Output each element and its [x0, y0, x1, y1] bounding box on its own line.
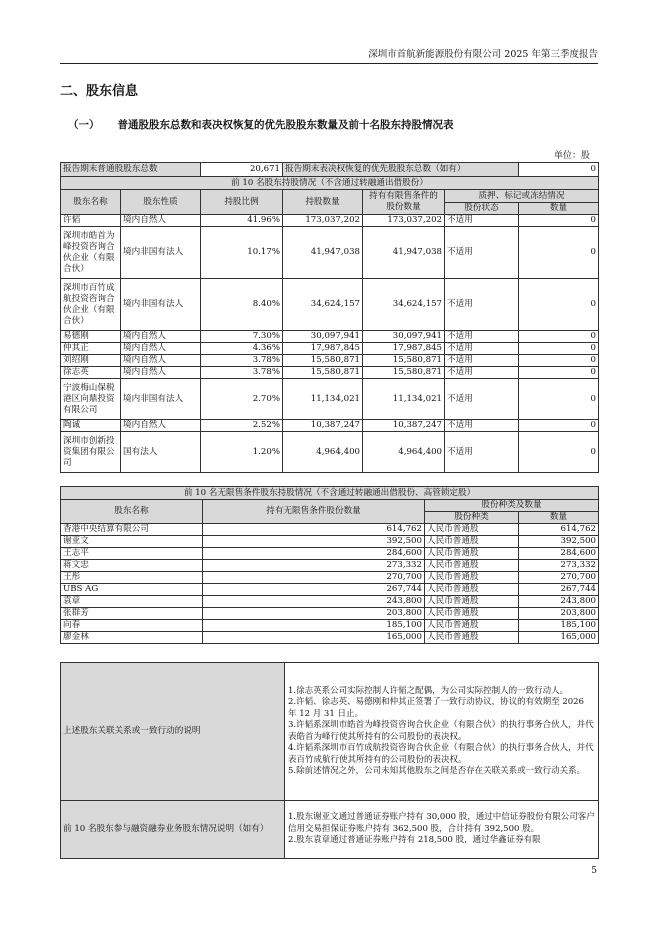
- subsection-text: 普通股股东总数和表决权恢复的优先股股东数量及前十名股东持股情况表: [117, 119, 454, 131]
- share-type: 人民币普通股: [425, 596, 519, 608]
- subsection-title: [68, 117, 454, 132]
- shareholder-nature: 境内非国有法人: [121, 227, 201, 279]
- share-count: 267,744: [519, 584, 599, 596]
- shareholder-name: 许韬: [61, 215, 121, 227]
- col-pledge: 质押、标记或冻结情况: [445, 190, 599, 203]
- total-holders-value: 20,671: [201, 163, 283, 177]
- table-row: [61, 524, 599, 536]
- shareholder-nature: 境内非国有法人: [121, 379, 201, 420]
- table-row: [61, 620, 599, 632]
- table-row: [61, 584, 599, 596]
- col-pledge-qty: 数量: [519, 203, 599, 215]
- shareholder-nature: 境内自然人: [121, 355, 201, 367]
- top10-shareholders-table: [60, 162, 599, 473]
- holding-qty: 17,987,845: [283, 343, 363, 355]
- relation-notes: [285, 663, 599, 801]
- pledge-status: 不适用: [445, 367, 519, 379]
- note-line: 5.除前述情况之外，公司未知其他股东之间是否存在关联关系或一致行动关系。: [288, 766, 586, 776]
- unrestricted-qty: 203,800: [203, 608, 425, 620]
- table-row: [61, 432, 599, 473]
- unrestricted-qty: 614,762: [203, 524, 425, 536]
- holding-qty: 10,387,247: [283, 420, 363, 432]
- col-nature: 股东性质: [121, 190, 201, 215]
- unrestricted-caption: 前 10 名无限售条件股东持股情况（不含通过转融通出借股份、高管锁定股）: [61, 487, 599, 500]
- shareholder-nature: 境内自然人: [121, 420, 201, 432]
- holding-qty: 11,134,021: [283, 379, 363, 420]
- page-number: 5: [591, 866, 597, 876]
- summary-row: [61, 163, 599, 177]
- pledge-status: 不适用: [445, 432, 519, 473]
- subsection-number: （一）: [68, 119, 100, 131]
- pledge-qty: 0: [519, 355, 599, 367]
- holder-name: 向春: [61, 620, 203, 632]
- restricted-qty: 173,037,202: [363, 215, 445, 227]
- share-count: 203,800: [519, 608, 599, 620]
- pledge-qty: 0: [519, 420, 599, 432]
- unrestricted-qty: 273,332: [203, 560, 425, 572]
- share-count: 185,100: [519, 620, 599, 632]
- pledge-qty: 0: [519, 343, 599, 355]
- ucol-type: 股份种类: [425, 512, 519, 524]
- notes-table: [60, 662, 599, 859]
- shareholder-nature: 境内自然人: [121, 331, 201, 343]
- holding-ratio: 7.30%: [201, 331, 283, 343]
- pledge-status: 不适用: [445, 343, 519, 355]
- share-type: 人民币普通股: [425, 548, 519, 560]
- table-row: [61, 227, 599, 279]
- table-row: [61, 215, 599, 227]
- ucol-count: 数量: [519, 512, 599, 524]
- holder-name: 袁章: [61, 596, 203, 608]
- shareholder-name: 刘绍刚: [61, 355, 121, 367]
- pledge-status: 不适用: [445, 331, 519, 343]
- pledge-qty: 0: [519, 379, 599, 420]
- unrestricted-qty: 165,000: [203, 632, 425, 644]
- unrestricted-qty: 185,100: [203, 620, 425, 632]
- holder-name: 张群芳: [61, 608, 203, 620]
- table-row: [61, 560, 599, 572]
- shareholder-nature: 境内非国有法人: [121, 279, 201, 331]
- pledge-qty: 0: [519, 331, 599, 343]
- share-count: 270,700: [519, 572, 599, 584]
- table-row: [61, 632, 599, 644]
- holding-ratio: 2.70%: [201, 379, 283, 420]
- share-count: 273,332: [519, 560, 599, 572]
- restricted-qty: 34,624,157: [363, 279, 445, 331]
- holding-qty: 173,037,202: [283, 215, 363, 227]
- col-restricted: 持有有限售条件的股份数量: [363, 190, 445, 215]
- holding-qty: 41,947,038: [283, 227, 363, 279]
- shareholder-nature: 境内自然人: [121, 215, 201, 227]
- holder-name: 香港中央结算有限公司: [61, 524, 203, 536]
- table-row: [61, 355, 599, 367]
- table-row: [61, 343, 599, 355]
- holder-name: 谢亚文: [61, 536, 203, 548]
- restricted-qty: 17,987,845: [363, 343, 445, 355]
- section-title: 二、股东信息: [60, 84, 139, 99]
- relation-row: [61, 663, 599, 801]
- shareholder-nature: 境内自然人: [121, 367, 201, 379]
- shareholder-name: 仲其正: [61, 343, 121, 355]
- shareholder-name: 陶诚: [61, 420, 121, 432]
- share-type: 人民币普通股: [425, 608, 519, 620]
- shareholder-name: 深圳市百竹成航投资咨询合伙企业（有限合伙）: [61, 279, 121, 331]
- total-holders-label: 报告期末普通股股东总数: [61, 163, 201, 177]
- col-pledge-status: 股份状态: [445, 203, 519, 215]
- shareholder-name: 易德刚: [61, 331, 121, 343]
- table-row: [61, 279, 599, 331]
- holding-qty: 34,624,157: [283, 279, 363, 331]
- share-type: 人民币普通股: [425, 572, 519, 584]
- table-row: [61, 379, 599, 420]
- restricted-qty: 4,964,400: [363, 432, 445, 473]
- pledge-qty: 0: [519, 279, 599, 331]
- relation-label: 上述股东关联关系或一致行动的说明: [61, 663, 285, 801]
- restricted-qty: 30,097,941: [363, 331, 445, 343]
- share-type: 人民币普通股: [425, 560, 519, 572]
- holding-ratio: 3.78%: [201, 367, 283, 379]
- holding-qty: 30,097,941: [283, 331, 363, 343]
- holding-ratio: 4.36%: [201, 343, 283, 355]
- holding-ratio: 41.96%: [201, 215, 283, 227]
- shareholder-name: 宁波梅山保税港区向鼎投资有限公司: [61, 379, 121, 420]
- share-count: 392,500: [519, 536, 599, 548]
- restricted-qty: 41,947,038: [363, 227, 445, 279]
- note-line: 2.许韬、徐志英、易德刚和仲其正签署了一致行动协议，协议的有效期至 2026 年 12 月 31 日止。: [288, 697, 584, 719]
- margin-notes: [285, 801, 599, 859]
- holder-name: 廖金林: [61, 632, 203, 644]
- holding-ratio: 1.20%: [201, 432, 283, 473]
- top10-caption: 前 10 名股东持股情况（不含通过转融通出借股份）: [61, 177, 599, 190]
- share-count: 243,800: [519, 596, 599, 608]
- holding-ratio: 10.17%: [201, 227, 283, 279]
- holder-name: 蒋文忠: [61, 560, 203, 572]
- unrestricted-qty: 284,600: [203, 548, 425, 560]
- holding-ratio: 8.40%: [201, 279, 283, 331]
- shareholder-nature: 国有法人: [121, 432, 201, 473]
- pledge-qty: 0: [519, 367, 599, 379]
- pledge-qty: 0: [519, 432, 599, 473]
- unrestricted-qty: 392,500: [203, 536, 425, 548]
- holder-name: 王志平: [61, 548, 203, 560]
- table-row: [61, 367, 599, 379]
- restricted-qty: 15,580,871: [363, 367, 445, 379]
- table-row: [61, 572, 599, 584]
- share-type: 人民币普通股: [425, 524, 519, 536]
- share-type: 人民币普通股: [425, 632, 519, 644]
- pledge-status: 不适用: [445, 215, 519, 227]
- table-row: [61, 420, 599, 432]
- shareholder-name: 深圳市皓首为峰投资咨询合伙企业（有限合伙）: [61, 227, 121, 279]
- note-line: 2.股东袁章通过普通证券账户持有 218,500 股，通过华鑫证券有限: [288, 835, 541, 846]
- unrestricted-qty: 267,744: [203, 584, 425, 596]
- pledge-status: 不适用: [445, 227, 519, 279]
- note-line: 1.股东谢亚文通过普通证券账户持有 30,000 股，通过中信证券股份有限公司客户信用交易担保证券账户持有 362,500 股，合计持有 392,500 股。: [288, 812, 595, 834]
- share-type: 人民币普通股: [425, 536, 519, 548]
- note-line: 4.许韬系深圳市百竹成航投资咨询合伙企业（有限合伙）的执行事务合伙人，并代表百竹成航行使其所持有的公司股份的表决权。: [288, 743, 594, 765]
- table-row: [61, 548, 599, 560]
- ucol-qty: 持有无限售条件股份数量: [203, 500, 425, 524]
- share-count: 614,762: [519, 524, 599, 536]
- shareholder-name: 徐志英: [61, 367, 121, 379]
- unrestricted-qty: 243,800: [203, 596, 425, 608]
- restricted-qty: 11,134,021: [363, 379, 445, 420]
- table-row: [61, 536, 599, 548]
- shareholder-name: 深圳市创新投资集团有限公司: [61, 432, 121, 473]
- col-ratio: 持股比例: [201, 190, 283, 215]
- pledge-status: 不适用: [445, 420, 519, 432]
- unrestricted-qty: 270,700: [203, 572, 425, 584]
- table-row: [61, 331, 599, 343]
- shareholder-nature: 境内自然人: [121, 343, 201, 355]
- col-qty: 持股数量: [283, 190, 363, 215]
- share-type: 人民币普通股: [425, 584, 519, 596]
- holder-name: 王彤: [61, 572, 203, 584]
- holding-qty: 15,580,871: [283, 367, 363, 379]
- pledge-qty: 0: [519, 227, 599, 279]
- pledge-status: 不适用: [445, 355, 519, 367]
- col-name: 股东名称: [61, 190, 121, 215]
- margin-label: 前 10 名股东参与融资融券业务股东情况说明（如有）: [61, 801, 285, 859]
- preferred-holders-value: 0: [519, 163, 599, 177]
- ucol-type-group: 股份种类及数量: [425, 500, 599, 512]
- preferred-holders-label: 报告期末表决权恢复的优先股股东总数（如有）: [283, 163, 519, 177]
- holding-qty: 4,964,400: [283, 432, 363, 473]
- page-header: 深圳市首航新能源股份有限公司 2025 年第三季度报告: [60, 46, 598, 64]
- restricted-qty: 15,580,871: [363, 355, 445, 367]
- holding-ratio: 3.78%: [201, 355, 283, 367]
- share-type: 人民币普通股: [425, 620, 519, 632]
- pledge-status: 不适用: [445, 379, 519, 420]
- share-count: 284,600: [519, 548, 599, 560]
- holder-name: UBS AG: [61, 584, 203, 596]
- table-row: [61, 596, 599, 608]
- pledge-status: 不适用: [445, 279, 519, 331]
- unrestricted-shareholders-table: [60, 486, 599, 644]
- restricted-qty: 10,387,247: [363, 420, 445, 432]
- unit-label: 单位：股: [553, 151, 590, 161]
- unrestricted-header-row: [61, 500, 599, 512]
- note-line: 3.许韬系深圳市皓首为峰投资咨询合伙企业（有限合伙）的执行事务合伙人，并代表皓首为峰行使其所持有的公司股份的表决权。: [288, 720, 594, 742]
- note-line: 1.徐志英系公司实际控制人许韬之配偶，为公司实际控制人的一致行动人。: [288, 685, 569, 696]
- table-row: [61, 608, 599, 620]
- share-count: 165,000: [519, 632, 599, 644]
- holding-ratio: 2.52%: [201, 420, 283, 432]
- top10-header-row: [61, 190, 599, 203]
- pledge-qty: 0: [519, 215, 599, 227]
- ucol-name: 股东名称: [61, 500, 203, 524]
- holding-qty: 15,580,871: [283, 355, 363, 367]
- margin-row: [61, 801, 599, 859]
